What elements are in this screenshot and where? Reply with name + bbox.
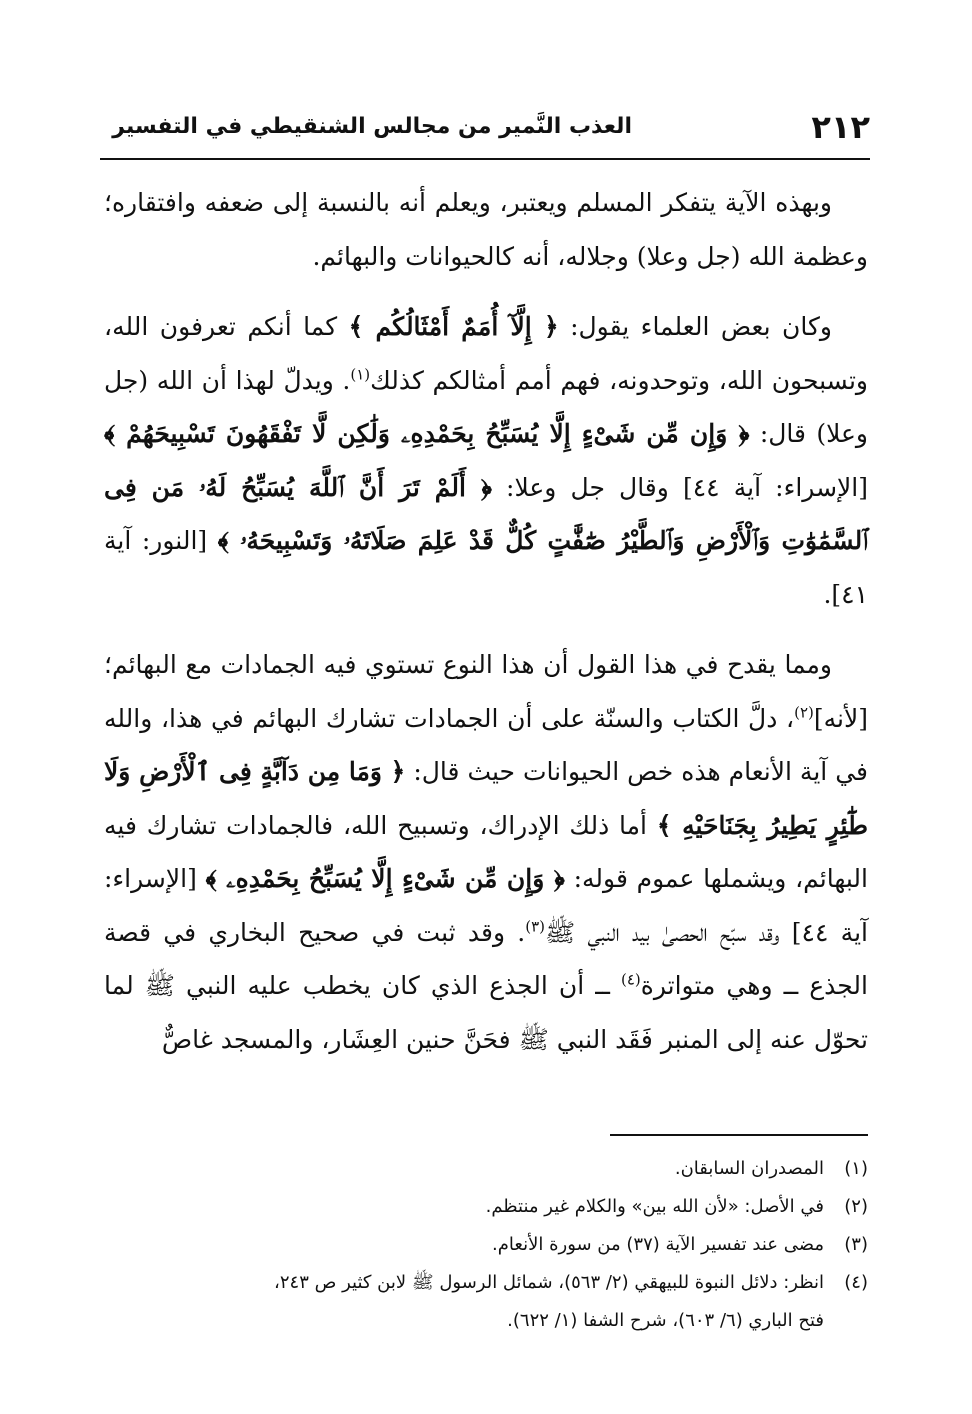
p2-text-c: . ويدلّ لهذا أن الله (جل وعلا) قال: [104,365,868,448]
footnote-line-1: انظر: دلائل النبوة للبيهقي (٢/ ٥٦٣)، شمائل الرسول ﷺ لابن كثير ص ٢٤٣، [274,1272,824,1293]
p3-text-a: ومما يقدح في هذا القول أن هذا النوع تستوي فيه الجمادات مع البهائم؛ [لأنه] [104,650,868,733]
quran-verse-5: ﴿ وَإِن مِّن شَىْءٍ إِلَّا يُسَبِّحُ بِحَمْدِهِۦ ﴾ [205,864,565,893]
page-header [100,108,870,152]
paragraph-2 [104,300,868,621]
p2-text-b: كما أنكم تعرفون الله، وتسبحون الله، وتوحدونه، فهم أمم أمثالكم كذلك [104,312,868,395]
p2-text-a: وكان بعض العلماء يقول: [570,312,832,341]
p3-text-e: . وقد ثبت في صحيح البخاري في قصة الجذع ــ وهي متواترة [104,917,868,1000]
quran-verse-2: ﴿ وَإِن مِّن شَىْءٍ إِلَّا يُسَبِّحُ بِحَمْدِهِۦ وَلَٰكِن لَّا تَفْقَهُونَ تَسْبِيحَهُمْ ﴾ [104,419,750,448]
p3-text-d: [الإسراء: آية ٤٤] وقد سبّح الحصىٰ بيد النبي ﷺ [104,864,868,947]
footnote-2 [102,1188,868,1226]
footnote-ref-1[interactable]: (١) [350,365,371,384]
paragraph-3 [104,638,868,1066]
footnote-text: في الأصل: «لأن الله بين» والكلام غير منتظم. [485,1196,824,1217]
footnote-line-2: فتح الباري (٦/ ٦٠٣)، شرح الشفا (١/ ٦٢٢). [507,1310,824,1331]
footnote-number: (٣) [844,1234,868,1255]
footnote-1 [102,1150,868,1188]
footnote-ref-3[interactable]: (٣) [525,917,546,936]
footnotes [102,1150,868,1340]
footnote-ref-2[interactable]: (٢) [794,703,814,722]
footnote-text [102,1264,824,1340]
footnote-ref-4[interactable]: (٤) [620,970,641,989]
footnote-text: المصدران السابقان. [674,1158,824,1179]
quran-verse-1: ﴿ إِلَّآ أُمَمٌ أَمْثَالُكُم ﴾ [348,312,559,341]
quran-verse-3: ﴿ أَلَمْ تَرَ أَنَّ ٱللَّهَ يُسَبِّحُ لَهُۥ مَن فِى ٱلسَّمَٰوَٰتِ وَٱلْأَرْضِ وَٱلطَّيْرُ صَٰٓفَّٰتٍ كُلٌّ قَدْ عَلِمَ صَلَاتَهُۥ وَتَسْبِيحَهُۥ ﴾ [104,472,869,555]
p3-text-f: ــ أن الجذع الذي كان يخطب عليه النبي ﷺ لما تحوّل عنه إلى المنبر فَقَد النبي ﷺ فحَنَّ حنين العِشَار، والمسجد غاصٌّ [104,971,868,1054]
p2-text-d: [الإسراء: آية ٤٤] وقال جل وعلا: [506,472,868,502]
p3-text-b: ، دلَّ الكتاب والسنّة على أن الجمادات تشارك البهائم في هذا، والله في آية الأنعام هذه خص الحيوانات حيث قال: [104,703,868,786]
p2-text-e: [النور: آية ٤١]. [104,526,868,609]
paragraph-1: وبهذه الآية يتفكر المسلم ويعتبر، ويعلم أنه بالنسبة إلى ضعفه وافتقاره؛ وعظمة الله (جل وعلا) وجلاله، أنه كالحيوانات والبهائم. [104,188,868,271]
footnote-4 [102,1264,868,1340]
running-title: العذب النَّمير من مجالس الشنقيطي في التفسير [112,114,632,139]
footnote-number: (٤) [844,1272,868,1293]
header-rule [100,158,870,160]
quran-verse-4: ﴿ وَمَا مِن دَآبَّةٍ فِى ٱلْأَرْضِ وَلَا طَٰٓئِرٍ يَطِيرُ بِجَنَاحَيْهِ ﴾ [104,757,868,840]
footnote-number: (١) [844,1158,868,1179]
main-text [104,176,868,1066]
footnote-text: مضى عند تفسير الآية (٣٧) من سورة الأنعام. [492,1234,824,1255]
p3-text-c: أما ذلك الإدراك، وتسبيح الله، فالجمادات تشارك فيه البهائم، ويشملها عموم قوله: [104,810,868,893]
footnote-3 [102,1226,868,1264]
page-number: ٢١٢ [811,108,870,146]
footnote-number: (٢) [844,1196,868,1217]
footnote-separator [610,1134,868,1136]
